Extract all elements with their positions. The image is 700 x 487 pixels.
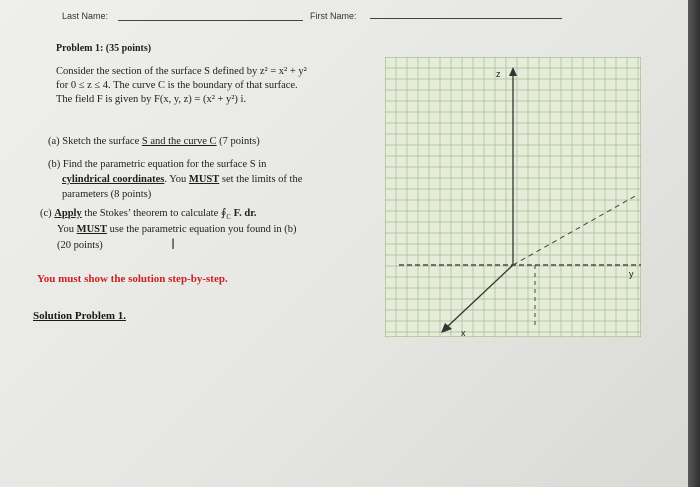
part-b-line-3: parameters (8 points) [62,189,152,200]
part-b-line-2 [62,174,302,185]
part-c-line-1 [40,207,257,221]
part-c-line2-end: use the parametric equation you found in (b) [107,224,297,235]
part-a [48,136,260,147]
part-c-line2-start: You [57,224,77,235]
solution-warning: You must show the solution step-by-step. [37,273,228,285]
part-c-sub: C [226,213,232,222]
page-edge-shadow [688,0,700,487]
first-name-label: First Name: [310,11,357,21]
part-b-mid: . You [164,174,189,185]
y-axis-label: y [629,269,634,279]
part-b-cylindrical: cylindrical coordinates [62,174,165,185]
part-c-line-3: (20 points) [57,240,103,251]
text-cursor-icon: I [171,237,176,253]
part-c-line-2 [57,224,297,235]
part-b-end: set the limits of the [219,174,303,185]
part-c-apply: Apply [54,208,82,219]
z-axis-label: z [496,69,501,79]
part-a-suffix: (7 points) [216,136,260,147]
part-c-must: MUST [76,224,108,235]
first-name-line [370,18,562,19]
last-name-line [118,20,303,21]
problem-intro-line-2: for 0 ≤ z ≤ 4. The curve C is the boundary of that surface. [56,80,298,91]
last-name-label: Last Name: [62,11,109,21]
problem-intro-line-1: Consider the section of the surface S defined by z² = x² + y² [56,66,307,77]
problem-title: Problem 1: (35 points) [56,43,152,54]
x-axis-label: x [461,328,466,337]
part-c-rest: the Stokes’ theorem to calculate ∮ [81,208,227,219]
part-a-prefix: (a) Sketch the surface [48,136,142,147]
part-b-must: MUST [188,174,220,185]
part-a-underlined: S and the curve C [141,136,217,147]
part-c-end: F. dr. [231,208,257,219]
part-c-prefix: (c) [40,208,55,219]
problem-intro-line-3: The field F is given by F(x, y, z) = (x² + y²) i. [56,94,247,105]
solution-heading: Solution Problem 1. [33,310,127,322]
part-b-line-1: (b) Find the parametric equation for the surface S in [48,159,267,170]
axes-grid [385,57,641,337]
